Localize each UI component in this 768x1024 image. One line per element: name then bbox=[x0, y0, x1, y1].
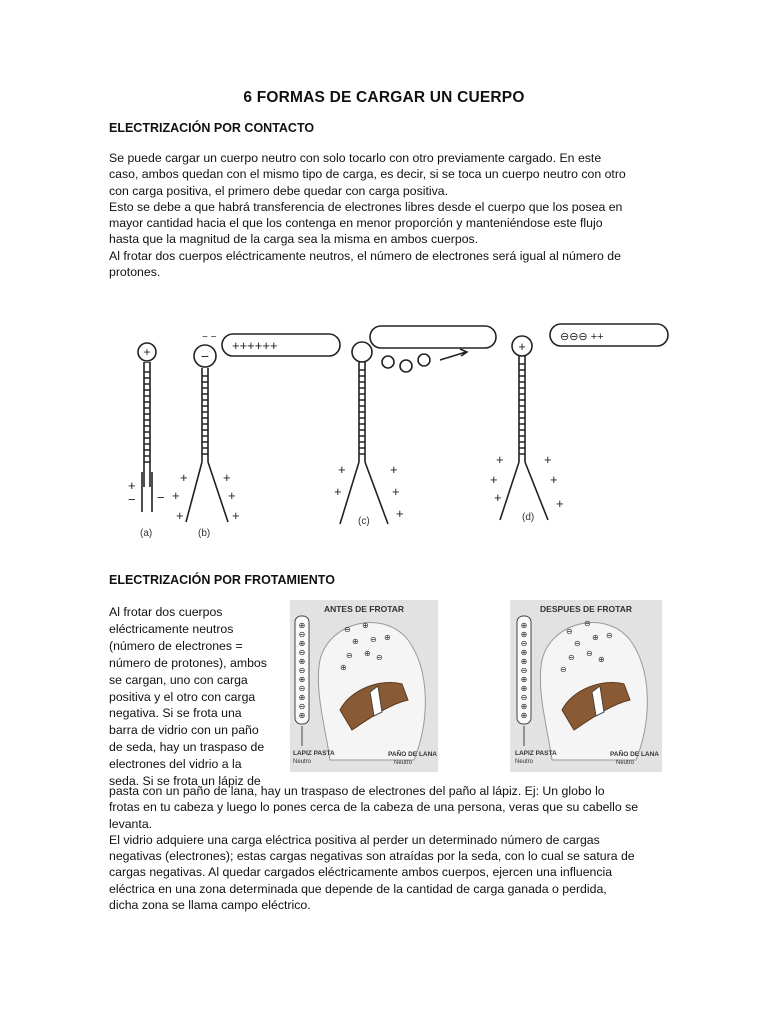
frotamiento-rest-line: cargas negativas. Al quedar cargados eléctricamente ambos cuerpos, ejercen una influencia bbox=[109, 865, 613, 880]
svg-text:⊖: ⊖ bbox=[568, 653, 575, 662]
contacto-line: caso, ambos quedan con el mismo tipo de carga, es decir, si se toca un cuerpo neutro con otro bbox=[109, 167, 626, 182]
svg-text:⊖: ⊖ bbox=[370, 635, 377, 644]
frotamiento-rest-text bbox=[109, 783, 669, 913]
svg-text:⊖: ⊖ bbox=[346, 651, 353, 660]
after-rubbing-figure bbox=[510, 600, 662, 772]
svg-text:⊕: ⊕ bbox=[352, 637, 359, 646]
svg-text:+: + bbox=[494, 490, 502, 505]
before-right-label-1: PAÑO DE LANA bbox=[388, 751, 437, 758]
label-c: (c) bbox=[358, 516, 370, 527]
frotamiento-line: número de protones), ambos bbox=[109, 655, 267, 670]
svg-text:+: + bbox=[172, 488, 180, 503]
svg-text:⊖: ⊖ bbox=[298, 648, 306, 657]
svg-text:+: + bbox=[556, 496, 564, 511]
svg-text:+: + bbox=[176, 508, 184, 523]
after-left-label-2: Neutro bbox=[515, 759, 534, 765]
contacto-line: hasta que la magnitud de la carga sea la misma en ambos cuerpos. bbox=[109, 232, 479, 247]
svg-text:+: + bbox=[128, 478, 136, 493]
label-d: (d) bbox=[522, 512, 535, 523]
contacto-line: protones. bbox=[109, 265, 161, 280]
svg-text:−: − bbox=[200, 348, 210, 364]
svg-text:⊕: ⊕ bbox=[592, 633, 599, 642]
svg-text:⊖: ⊖ bbox=[344, 625, 351, 634]
svg-text:+: + bbox=[550, 472, 558, 487]
section-heading-frotamiento: ELECTRIZACIÓN POR FROTAMIENTO bbox=[109, 573, 335, 587]
svg-text:⊖: ⊖ bbox=[574, 639, 581, 648]
svg-text:⊖: ⊖ bbox=[520, 666, 528, 675]
contacto-line: Se puede cargar un cuerpo neutro con solo tocarlo con otro previamente cargado. En este bbox=[109, 151, 602, 165]
svg-text:⊖: ⊖ bbox=[560, 665, 567, 674]
frotamiento-line: barra de vidrio con un paño bbox=[109, 723, 259, 738]
contacto-line: mayor cantidad hacia el que los contenga en menor proporción y manteniéndose este flujo bbox=[109, 216, 603, 231]
svg-text:−: − bbox=[144, 358, 150, 369]
before-left-label-1: LAPIZ PASTA bbox=[293, 750, 335, 757]
svg-text:+: + bbox=[496, 452, 504, 467]
svg-text:⊖: ⊖ bbox=[298, 666, 306, 675]
svg-text:+: + bbox=[228, 488, 236, 503]
svg-text:⊖: ⊖ bbox=[298, 684, 306, 693]
frotamiento-line: electrones del vidrio a la bbox=[109, 757, 242, 772]
label-b: (b) bbox=[198, 528, 211, 539]
before-right-label-2: Neutro bbox=[394, 760, 413, 766]
svg-text:+: + bbox=[396, 506, 404, 521]
after-left-label-1: LAPIZ PASTA bbox=[515, 750, 557, 757]
after-panel-title: DESPUES DE FROTAR bbox=[540, 604, 632, 614]
svg-text:+: + bbox=[223, 470, 231, 485]
svg-text:⊖⊖⊖ ++: ⊖⊖⊖ ++ bbox=[560, 331, 604, 343]
svg-text:⊕: ⊕ bbox=[520, 711, 528, 720]
svg-text:⊖: ⊖ bbox=[520, 639, 528, 648]
frotamiento-column-text bbox=[109, 604, 285, 790]
svg-text:⊖: ⊖ bbox=[520, 693, 528, 702]
svg-text:⊖: ⊖ bbox=[606, 631, 613, 640]
svg-text:−: − bbox=[128, 492, 136, 507]
svg-text:+: + bbox=[180, 470, 188, 485]
electroscope-d bbox=[490, 324, 668, 520]
svg-text:⊕: ⊕ bbox=[362, 621, 369, 630]
svg-text:⊕: ⊕ bbox=[298, 675, 306, 684]
after-right-label-2: Neutro bbox=[616, 760, 635, 766]
frotamiento-rest-line: eléctrica en una zona determinada que depende de la cantidad de carga ganada o perdida, bbox=[109, 881, 607, 896]
svg-text:− −: − − bbox=[202, 332, 217, 343]
svg-text:+: + bbox=[338, 462, 346, 477]
svg-text:⊕: ⊕ bbox=[520, 684, 528, 693]
svg-text:⊕: ⊕ bbox=[298, 657, 306, 666]
frotamiento-line: (número de electrones = bbox=[109, 638, 243, 653]
svg-text:⊕: ⊕ bbox=[364, 649, 371, 658]
svg-text:⊕: ⊕ bbox=[298, 621, 306, 630]
svg-text:+: + bbox=[518, 339, 526, 354]
svg-text:⊕: ⊕ bbox=[340, 663, 347, 672]
frotamiento-rest-line: negativas (electrones); estas cargas negativas son atraídas por la seda, con lo cual se satura de bbox=[109, 849, 635, 864]
frotamiento-line: de seda, hay un traspaso de bbox=[109, 740, 265, 755]
svg-text:+: + bbox=[392, 484, 400, 499]
svg-text:⊖: ⊖ bbox=[376, 653, 383, 662]
frotamiento-rest-line: frotas en tu cabeza y luego lo pones cerca de la cabeza de una persona, veras que su cabello se bbox=[109, 800, 639, 815]
svg-text:⊕: ⊕ bbox=[520, 675, 528, 684]
contacto-line: con carga positiva, el primero debe quedar con carga positiva. bbox=[109, 183, 449, 198]
svg-text:+: + bbox=[544, 452, 552, 467]
svg-text:⊕: ⊕ bbox=[598, 655, 605, 664]
before-left-label-2: Neutro bbox=[293, 759, 312, 765]
svg-text:⊕: ⊕ bbox=[298, 639, 306, 648]
electroscope-a bbox=[128, 343, 165, 512]
before-rubbing-figure bbox=[290, 600, 438, 772]
contacto-paragraph bbox=[109, 150, 664, 280]
svg-text:++++++: ++++++ bbox=[232, 338, 278, 353]
svg-text:⊕: ⊕ bbox=[520, 621, 528, 630]
svg-text:⊕: ⊕ bbox=[384, 633, 391, 642]
electroscope-c bbox=[334, 326, 496, 524]
svg-text:⊖: ⊖ bbox=[584, 619, 591, 628]
svg-text:⊖: ⊖ bbox=[298, 702, 306, 711]
svg-text:⊖: ⊖ bbox=[298, 630, 306, 639]
svg-text:+: + bbox=[143, 345, 151, 359]
contacto-line: Esto se debe a que habrá transferencia de electrones libres desde el cuerpo que los posea en bbox=[109, 199, 623, 214]
frotamiento-rest-line: pasta con un paño de lana, hay un traspaso de electrones del paño al lápiz. Ej: Un globo lo bbox=[109, 784, 605, 798]
page-title: 6 FORMAS DE CARGAR UN CUERPO bbox=[243, 89, 525, 106]
svg-text:+: + bbox=[490, 472, 498, 487]
section-heading-contacto: ELECTRIZACIÓN POR CONTACTO bbox=[109, 121, 315, 135]
svg-text:−: − bbox=[157, 490, 165, 505]
label-a: (a) bbox=[140, 528, 153, 539]
svg-text:+: + bbox=[390, 462, 398, 477]
frotamiento-rest-line: El vidrio adquiere una carga eléctrica positiva al perder un determinado número de cargas bbox=[109, 832, 600, 847]
frotamiento-rest-line: dicha zona se llama campo eléctrico. bbox=[109, 898, 311, 913]
svg-text:⊖: ⊖ bbox=[566, 627, 573, 636]
svg-text:⊕: ⊕ bbox=[520, 648, 528, 657]
svg-text:⊕: ⊕ bbox=[298, 711, 306, 720]
svg-text:⊕: ⊕ bbox=[520, 702, 528, 711]
frotamiento-line: negativa. Si se frota una bbox=[109, 706, 242, 721]
frotamiento-line: seda. Si se frota un lápiz de bbox=[109, 774, 261, 789]
svg-text:⊕: ⊕ bbox=[520, 630, 528, 639]
frotamiento-line: se cargan, uno con carga bbox=[109, 672, 248, 687]
frotamiento-line: positiva y el otro con carga bbox=[109, 689, 256, 704]
frotamiento-rest-line: levanta. bbox=[109, 816, 153, 831]
svg-text:+: + bbox=[232, 508, 240, 523]
contact-electroscope-figure bbox=[110, 312, 670, 552]
after-right-label-1: PAÑO DE LANA bbox=[610, 751, 659, 758]
svg-text:+: + bbox=[334, 484, 342, 499]
before-panel-title: ANTES DE FROTAR bbox=[323, 604, 405, 614]
svg-text:⊖: ⊖ bbox=[586, 649, 593, 658]
svg-text:⊕: ⊕ bbox=[520, 657, 528, 666]
frotamiento-line: eléctricamente neutros bbox=[109, 621, 234, 636]
contacto-line: Al frotar dos cuerpos eléctricamente neutros, el número de electrones será igual al número de bbox=[109, 248, 621, 263]
frotamiento-line: Al frotar dos cuerpos bbox=[109, 605, 223, 619]
svg-text:⊕: ⊕ bbox=[298, 693, 306, 702]
electroscope-b bbox=[172, 332, 340, 523]
